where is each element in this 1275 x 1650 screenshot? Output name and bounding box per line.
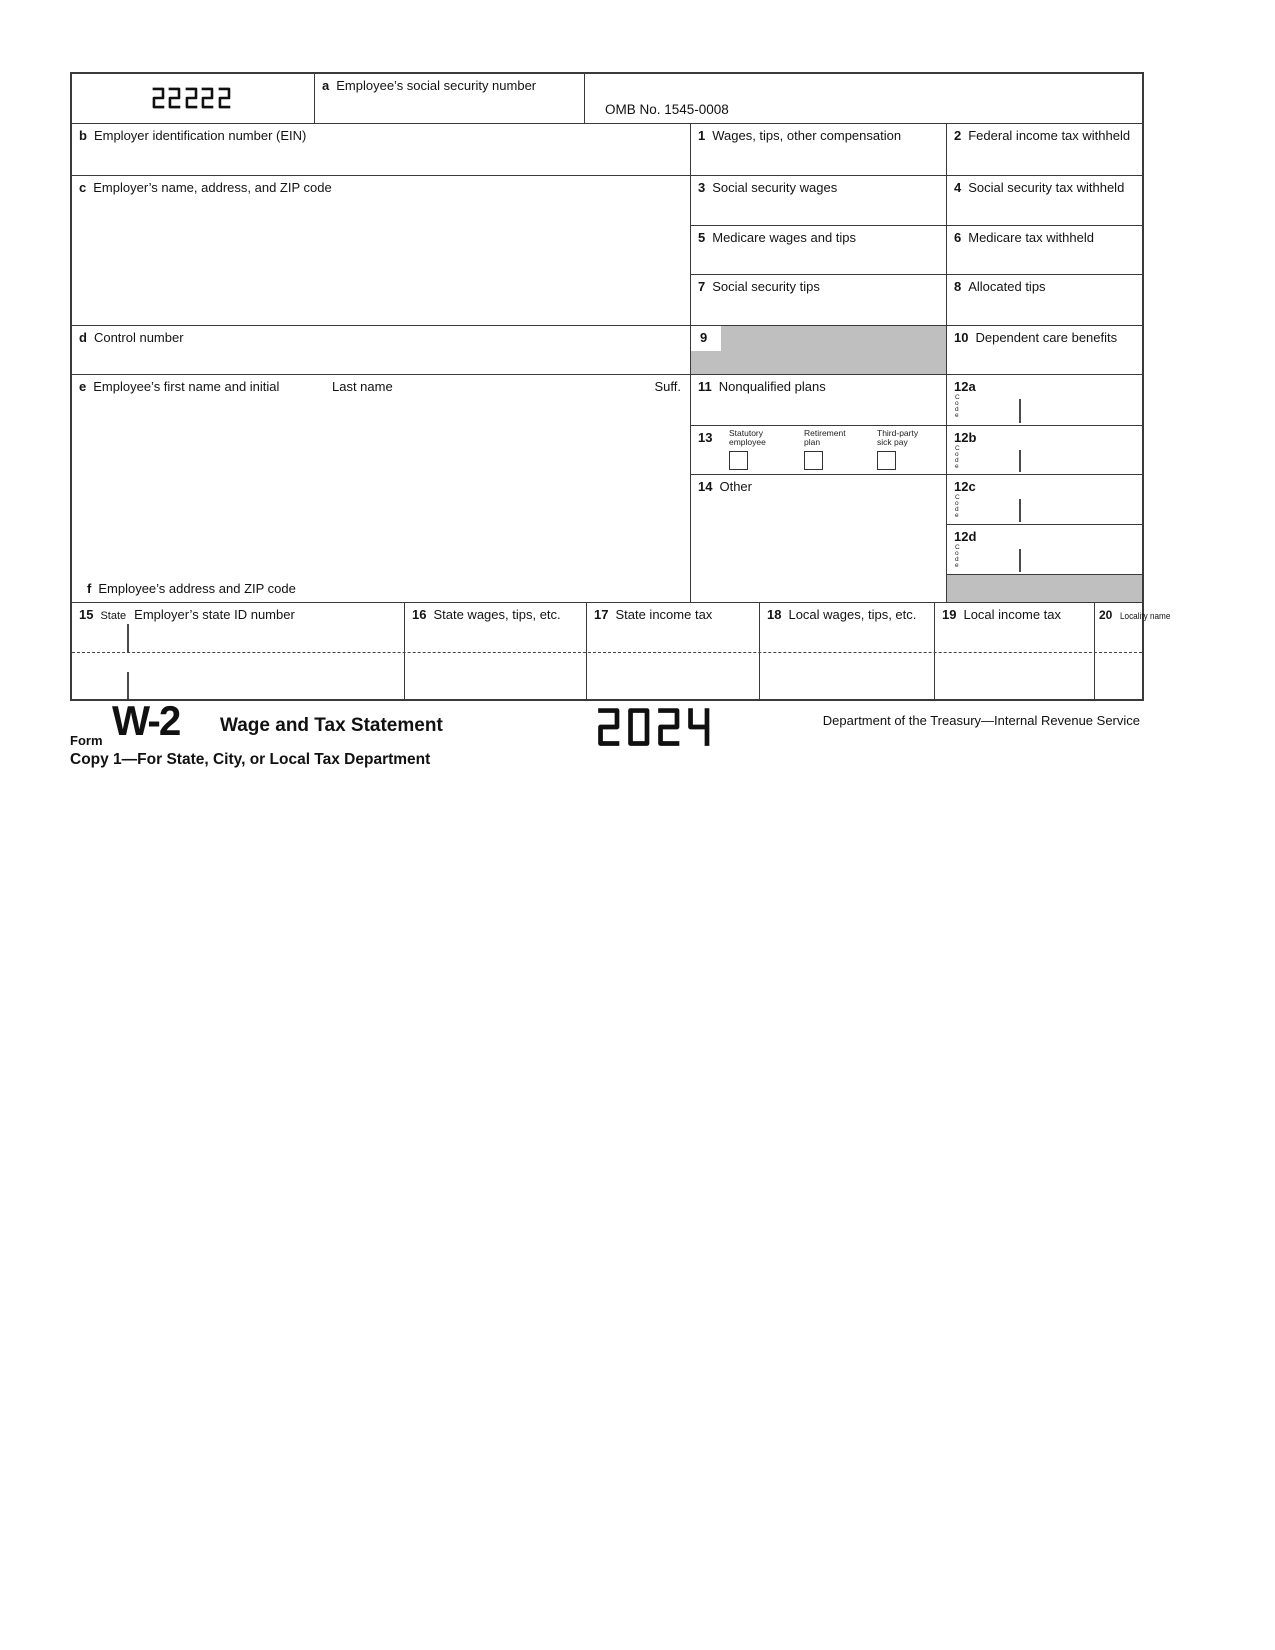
box-18-label: 18 Local wages, tips, etc. (767, 607, 917, 622)
box-11-label: 11 Nonqualified plans (698, 379, 826, 394)
box-3-label: 3 Social security wages (698, 180, 838, 195)
box-14-other[interactable] (691, 475, 947, 603)
segmented-digit (168, 87, 181, 109)
box-1-wages[interactable] (691, 124, 947, 176)
box-e-label: e Employee’s first name and initial (79, 379, 280, 394)
box-12d-label: 12d (954, 529, 977, 544)
segmented-digit (627, 707, 651, 747)
form-footer (70, 697, 1140, 787)
retirement-plan-label: Retirement plan (804, 428, 846, 447)
box-12c-divider (1019, 499, 1021, 522)
segmented-digit (657, 707, 681, 747)
box-12a-label: 12a (954, 379, 976, 394)
box-4-label: 4 Social security tax withheld (954, 180, 1125, 195)
box-12d-code-label: Code (955, 544, 960, 569)
box-12c-label: 12c (954, 479, 976, 494)
box-19-label: 19 Local income tax (942, 607, 1062, 622)
statutory-employee-label: Statutory employee (729, 428, 766, 447)
third-party-sick-pay-checkbox[interactable] (877, 451, 896, 470)
box-9-label: 9 (691, 326, 721, 351)
box-2-fed-tax[interactable] (947, 124, 1142, 176)
box-a-ssn[interactable] (315, 74, 585, 124)
box-12b-label: 12b (954, 430, 977, 445)
box-5-label: 5 Medicare wages and tips (698, 230, 857, 245)
box-1-label: 1 Wages, tips, other compensation (698, 128, 902, 143)
box-20-label: 20 Locality name (1099, 608, 1171, 622)
box-14-label: 14 Other (698, 479, 752, 494)
state-divider-bottom (127, 672, 129, 699)
box-12b[interactable] (947, 426, 1142, 475)
w2-form-grid (70, 72, 1171, 701)
box-12a-divider (1019, 399, 1021, 423)
box-12a-code-label: Code (955, 394, 960, 419)
box-19-local-income-tax[interactable] (935, 603, 1095, 699)
box-2-label: 2 Federal income tax withheld (954, 128, 1131, 143)
box-17-state-income-tax[interactable] (587, 603, 760, 699)
omb-number: OMB No. 1545-0008 (605, 102, 729, 117)
retirement-plan-checkbox[interactable] (804, 451, 823, 470)
form-word: Form (70, 733, 103, 748)
copy-line: Copy 1—For State, City, or Local Tax Department (70, 751, 431, 768)
segmented-digit (201, 87, 214, 109)
box-9-shaded (691, 326, 947, 375)
segmented-digit (185, 87, 198, 109)
box-a-label: a Employee’s social security number (322, 78, 537, 93)
third-party-sick-pay-label: Third-party sick pay (877, 428, 919, 447)
box-b-ein[interactable] (72, 124, 691, 176)
box-16-state-wages[interactable] (405, 603, 587, 699)
omb-box (585, 74, 1142, 124)
box-6-label: 6 Medicare tax withheld (954, 230, 1094, 245)
box-12b-divider (1019, 450, 1021, 472)
box-b-label: b Employer identification number (EIN) (79, 128, 307, 143)
segmented-digit (218, 87, 231, 109)
box-6-medicare-tax[interactable] (947, 226, 1142, 275)
box-16-label: 16 State wages, tips, etc. (412, 607, 561, 622)
form-number: W-2 (112, 697, 180, 744)
statutory-employee-group (729, 429, 777, 470)
retirement-plan-group (804, 429, 856, 470)
box-d-label: d Control number (79, 330, 184, 345)
box-4-ss-tax[interactable] (947, 176, 1142, 226)
box-3-ss-wages[interactable] (691, 176, 947, 226)
agency-line: Department of the Treasury—Internal Revenue Service (822, 713, 1140, 728)
box-12b-code-label: Code (955, 445, 960, 470)
box-d-control-number[interactable] (72, 326, 691, 375)
segmented-digit (687, 707, 711, 747)
box-12a[interactable] (947, 375, 1142, 426)
last-name-label: Last name (332, 379, 393, 394)
box-15-label: 15 State Employer’s state ID number (79, 607, 295, 622)
box-10-dependent-care[interactable] (947, 326, 1142, 375)
third-party-sick-pay-group (877, 429, 929, 470)
tax-year (597, 707, 717, 747)
box-10-label: 10 Dependent care benefits (954, 330, 1118, 345)
box-18-local-wages[interactable] (760, 603, 935, 699)
box-c-label: c Employer’s name, address, and ZIP code (79, 180, 332, 195)
box-12d-divider (1019, 549, 1021, 572)
statutory-employee-checkbox[interactable] (729, 451, 748, 470)
form-code-digits (72, 87, 314, 109)
box-20-locality-name[interactable] (1095, 603, 1171, 699)
box-12c[interactable] (947, 475, 1142, 525)
box-11-nonqualified-plans[interactable] (691, 375, 947, 426)
box-12d[interactable] (947, 525, 1142, 575)
box-12c-code-label: Code (955, 494, 960, 519)
box-f-label: f Employee’s address and ZIP code (87, 581, 296, 596)
box-7-ss-tips[interactable] (691, 275, 947, 326)
box-13-checkboxes (691, 426, 947, 475)
box-8-label: 8 Allocated tips (954, 279, 1046, 294)
form-title: Wage and Tax Statement (220, 715, 443, 736)
shaded-strip (947, 575, 1142, 603)
segmented-digit (152, 87, 165, 109)
box-13-label: 13 (698, 430, 713, 445)
box-8-allocated-tips[interactable] (947, 275, 1142, 326)
box-5-medicare-wages[interactable] (691, 226, 947, 275)
suffix-label: Suff. (654, 379, 681, 394)
segmented-digit (597, 707, 621, 747)
box-15-state[interactable] (72, 603, 405, 699)
form-code-box (72, 74, 315, 124)
box-e-employee-name[interactable] (72, 375, 691, 603)
box-17-label: 17 State income tax (594, 607, 713, 622)
box-c-employer[interactable] (72, 176, 691, 326)
state-row-dashed-divider (72, 652, 1142, 653)
box-7-label: 7 Social security tips (698, 279, 820, 294)
state-divider-top (127, 624, 129, 652)
